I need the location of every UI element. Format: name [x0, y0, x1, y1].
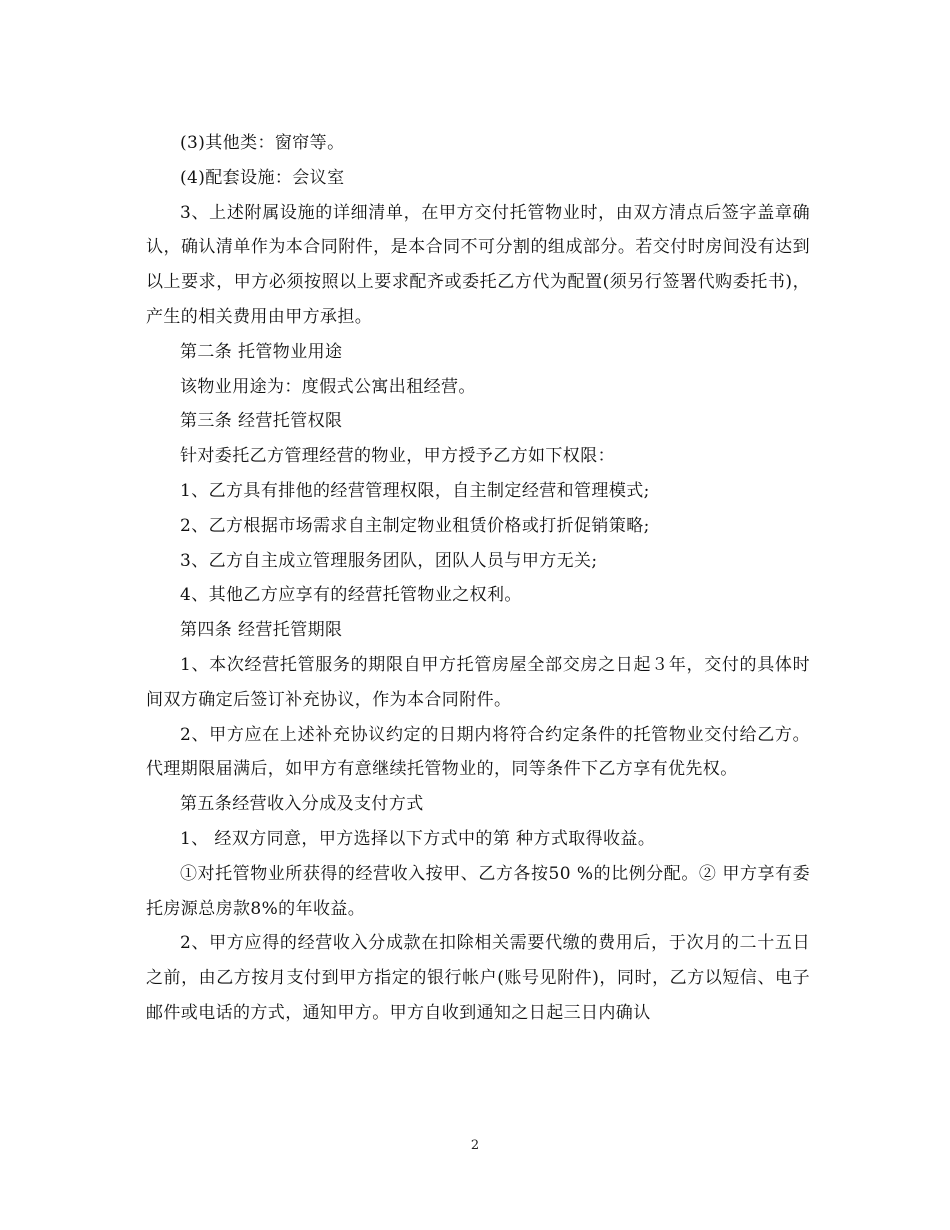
paragraph-revenue-options: ①对托管物业所获得的经营收入按甲、乙方各按50 %的比例分配。② 甲方享有委托房源总房款8%的年收益。: [146, 863, 810, 919]
paragraph-facility-list: 3、上述附属设施的详细清单，在甲方交付托管物业时，由双方清点后签字盖章确认，确认清单作为本合同附件，是本合同不可分割的组成部分。若交付时房间没有达到以上要求，甲方必须按照以上要求配齐或委托乙方代为配置(须另行签署代购委托书)，产生的相关费用由甲方承担。: [146, 202, 810, 327]
list-item-authority-1: 1、乙方具有排他的经营管理权限，自主制定经营和管理模式;: [180, 480, 650, 501]
paragraph-term-1: 1、本次经营托管服务的期限自甲方托管房屋全部交房之日起３年，交付的具体时间双方确定后签订补充协议，作为本合同附件。: [146, 654, 810, 710]
heading-article-5: 第五条经营收入分成及支付方式: [180, 794, 424, 815]
heading-article-4: 第四条 经营托管期限: [180, 620, 343, 641]
heading-article-2: 第二条 托管物业用途: [180, 341, 343, 362]
paragraph-supporting-facilities: (4)配套设施：会议室: [180, 167, 345, 188]
document-body: [146, 126, 810, 1031]
heading-article-3: 第三条 经营托管权限: [180, 411, 343, 432]
list-item-authority-2: 2、乙方根据市场需求自主制定物业租赁价格或打折促销策略;: [180, 515, 650, 536]
page-number: 2: [470, 1138, 480, 1153]
paragraph-revenue-1: 1、 经双方同意，甲方选择以下方式中的第 种方式取得收益。: [180, 828, 656, 849]
paragraph-term-2: 2、甲方应在上述补充协议约定的日期内将符合约定条件的托管物业交付给乙方。代理期限届满后，如甲方有意继续托管物业的，同等条件下乙方享有优先权。: [146, 724, 810, 780]
paragraph-authority-intro: 针对委托乙方管理经营的物业，甲方授予乙方如下权限：: [180, 446, 615, 467]
paragraph-revenue-2: 2、甲方应得的经营收入分成款在扣除相关需要代缴的费用后，于次月的二十五日之前，由乙方按月支付到甲方指定的银行帐户(账号见附件)，同时，乙方以短信、电子邮件或电话的方式，通知甲方。甲方自收到通知之日起三日内确认: [146, 933, 810, 1023]
paragraph-property-use: 该物业用途为：度假式公寓出租经营。: [180, 376, 476, 397]
paragraph-other-items: (3)其他类：窗帘等。: [180, 133, 345, 153]
list-item-authority-4: 4、其他乙方应享有的经营托管物业之权利。: [180, 585, 522, 606]
list-item-authority-3: 3、乙方自主成立管理服务团队，团队人员与甲方无关;: [180, 550, 598, 571]
